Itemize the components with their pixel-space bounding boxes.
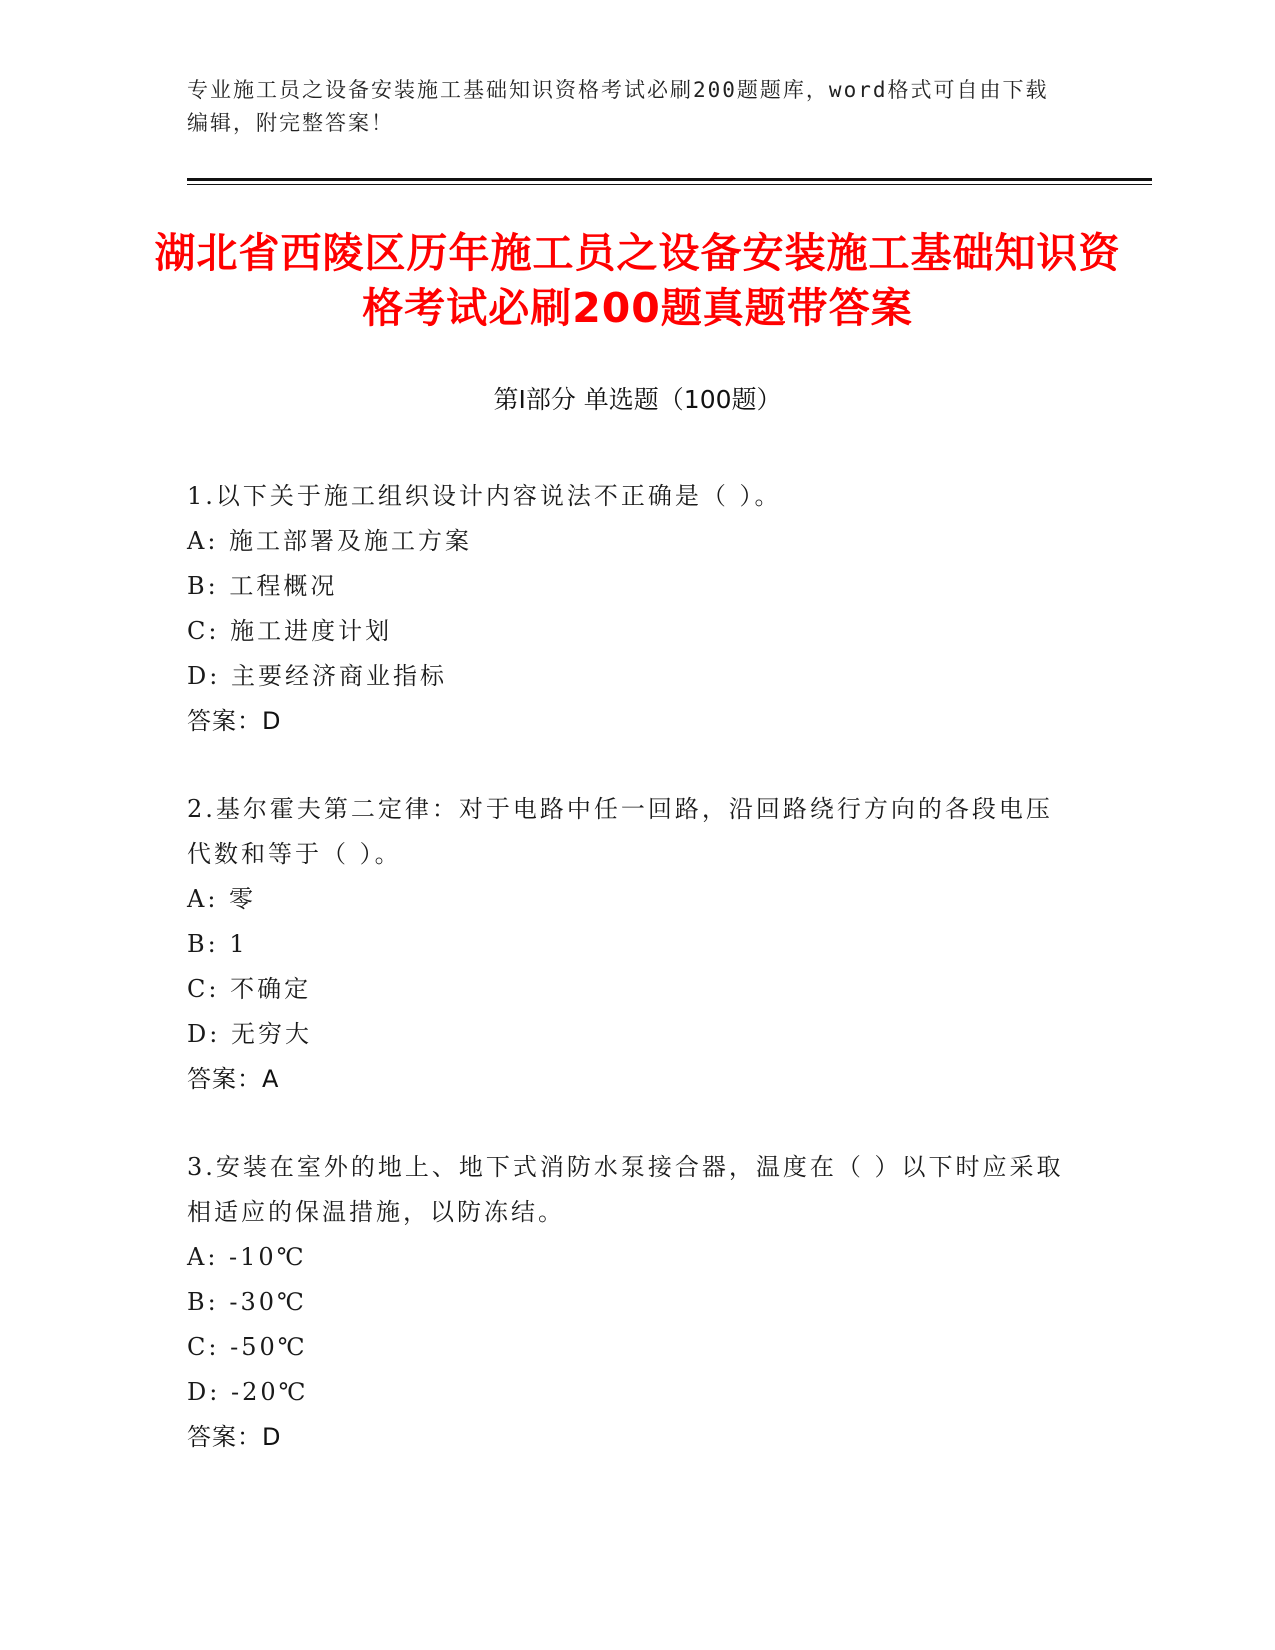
question-stem: 1.以下关于施工组织设计内容说法不正确是（ ）。 <box>187 482 782 510</box>
question-2 <box>187 787 1067 1102</box>
header-divider-thin <box>187 184 1152 185</box>
header-note: 专业施工员之设备安装施工基础知识资格考试必刷200题题库，word格式可自由下载编辑，附完整答案！ <box>187 78 1049 135</box>
answer-label: 答案：A <box>187 1065 280 1093</box>
option-a: A: -10℃ <box>187 1243 307 1271</box>
option-b: B: -30℃ <box>187 1288 307 1316</box>
option-a: A: 零 <box>187 885 257 913</box>
option-c: C: -50℃ <box>187 1333 308 1361</box>
answer-label: 答案：D <box>187 1423 282 1451</box>
option-c: C: 施工进度计划 <box>187 617 393 645</box>
option-a: A: 施工部署及施工方案 <box>187 527 473 555</box>
question-stem: 3.安装在室外的地上、地下式消防水泵接合器，温度在（ ）以下时应采取相适应的保温措施，以防冻结。 <box>187 1153 1064 1226</box>
option-d: D: -20℃ <box>187 1378 309 1406</box>
question-1 <box>187 474 1067 744</box>
option-b: B: 1 <box>187 930 248 958</box>
option-c: C: 不确定 <box>187 975 312 1003</box>
document-title: 湖北省西陵区历年施工员之设备安装施工基础知识资格考试必刷200题真题带答案 <box>154 229 1121 332</box>
option-b: B: 工程概况 <box>187 572 338 600</box>
header-divider <box>187 178 1152 181</box>
question-list <box>187 474 1067 1503</box>
option-d: D: 无穷大 <box>187 1020 312 1048</box>
option-d: D: 主要经济商业指标 <box>187 662 447 690</box>
question-3 <box>187 1145 1067 1460</box>
answer-label: 答案：D <box>187 707 282 735</box>
section-title: 第Ⅰ部分 单选题（100题） <box>493 385 782 414</box>
question-stem: 2.基尔霍夫第二定律：对于电路中任一回路，沿回路绕行方向的各段电压代数和等于（ ）。 <box>187 795 1053 868</box>
